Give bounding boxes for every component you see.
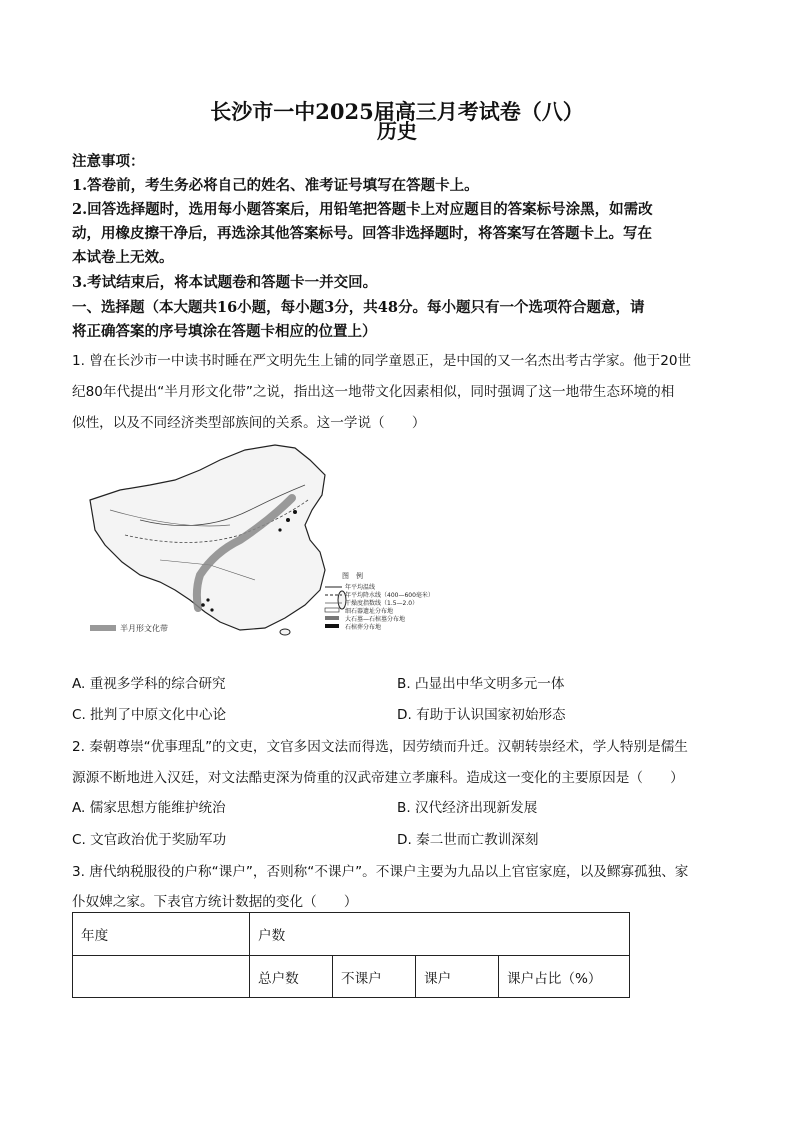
map-band-label: 半月形文化带 <box>120 624 168 633</box>
map-legend-item: 年平均降水线（400—600毫米） <box>345 592 434 599</box>
question-1-text: 1. 曾在长沙市一中读书时睡在严文明先生上铺的同学童恩正，是中国的又一名杰出考古学家。他于20世 <box>72 353 692 369</box>
subject-title: 历史 <box>377 119 417 143</box>
map-legend-item: 细石器遗址分布地 <box>345 608 394 615</box>
map-legend-item: 干燥度指数线（1.5—2.0） <box>345 600 419 607</box>
question-1-text: 似性，以及不同经济类型部族间的关系。这一学说（ ） <box>72 415 426 431</box>
q1-option-c[interactable]: C. 批判了中原文化中心论 <box>72 707 227 723</box>
q2-option-c[interactable]: C. 文官政治优于奖励军功 <box>72 832 227 848</box>
map-legend-item: 大石墓—石棺墓分布地 <box>345 616 406 623</box>
q2-option-d[interactable]: D. 秦二世而亡教训深刻 <box>397 832 539 848</box>
question-3-text: 仆奴婢之家。下表官方统计数据的变化（ ） <box>72 894 358 910</box>
q2-option-b[interactable]: B. 汉代经济出现新发展 <box>397 800 538 816</box>
half-moon-culture-belt-map <box>80 440 434 640</box>
section-heading: 将正确答案的序号填涂在答题卡相应的位置上） <box>72 323 377 340</box>
question-2-text: 2. 秦朝尊崇“优事理乱”的文吏，文官多因文法而得选，因劳绩而升迁。汉朝转崇经术，学人特别是儒生 <box>72 739 688 755</box>
table-header-households: 户数 <box>250 913 630 956</box>
q1-option-d[interactable]: D. 有助于认识国家初始形态 <box>397 707 566 723</box>
table-subheader: 课户占比（%） <box>499 956 630 998</box>
question-2-text: 源源不断地进入汉廷，对文法酷吏深为倚重的汉武帝建立孝廉科。造成这一变化的主要原因是（ ） <box>72 770 684 786</box>
table-subheader: 总户数 <box>250 956 333 998</box>
q2-option-a[interactable]: A. 儒家思想方能维护统治 <box>72 800 226 816</box>
table-subheader: 不课户 <box>333 956 416 998</box>
notice-heading: 注意事项： <box>72 153 145 170</box>
map-legend-item: 石棺葬分布地 <box>345 624 382 631</box>
table-cell-empty <box>73 956 250 998</box>
question-1-text: 纪80年代提出“半月形文化带”之说，指出这一地带文化因素相似，同时强调了这一地带生态环境的相 <box>72 384 675 400</box>
notice-line: 2.回答选择题时，选用每小题答案后，用铅笔把答题卡上对应题目的答案标号涂黑，如需改 <box>72 201 653 218</box>
map-legend-item: 年平均温线 <box>345 584 376 591</box>
table-header-year: 年度 <box>73 913 250 956</box>
section-heading: 一、选择题（本大题共16小题，每小题3分，共48分。每小题只有一个选项符合题意，请 <box>72 299 645 316</box>
q1-option-a[interactable]: A. 重视多学科的综合研究 <box>72 676 226 692</box>
exam-title: 长沙市一中2025届高三月考试卷（八） <box>210 99 584 124</box>
notice-line: 3.考试结束后，将本试题卷和答题卡一并交回。 <box>72 274 378 291</box>
notice-line: 动，用橡皮擦干净后，再选涂其他答案标号。回答非选择题时，将答案写在答题卡上。写在 <box>72 225 652 242</box>
q3-data-table <box>72 912 630 998</box>
notice-line: 1.答卷前，考生务必将自己的姓名、准考证号填写在答题卡上。 <box>72 177 479 194</box>
table-subheader: 课户 <box>416 956 499 998</box>
map-legend-title: 图 例 <box>342 572 363 580</box>
q1-option-b[interactable]: B. 凸显出中华文明多元一体 <box>397 676 565 692</box>
question-3-text: 3. 唐代纳税服役的户称“课户”，否则称“不课户”。不课户主要为九品以上官宦家庭，以及鳏寡孤独、家 <box>72 864 689 880</box>
notice-line: 本试卷上无效。 <box>72 249 174 266</box>
